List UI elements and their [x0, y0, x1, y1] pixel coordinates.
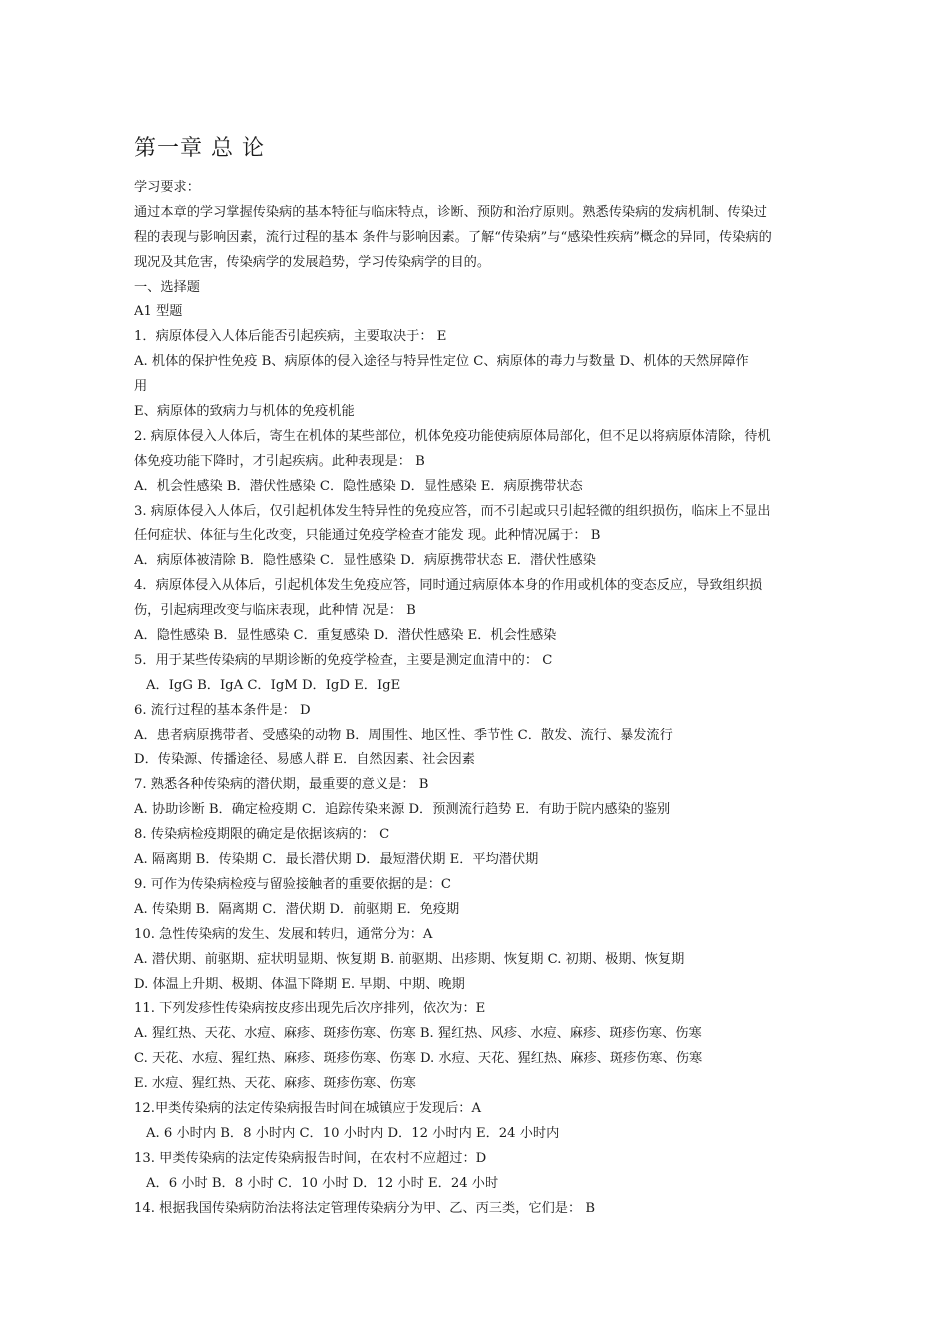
text-line: 10. 急性传染病的发生、发展和转归，通常分为：A [134, 926, 433, 942]
text-line: 7. 熟悉各种传染病的潜伏期，最重要的意义是： B [134, 777, 429, 793]
text-line: 5．用于某些传染病的早期诊断的免疫学检查，主要是测定血清中的： C [134, 652, 553, 668]
text-line: A. 机体的保护性免疫 B、病原体的侵入途径与特异性定位 C、病原体的毒力与数量 D、机体的天然屏障作 [134, 354, 749, 370]
text-line: 通过本章的学习掌握传染病的基本特征与临床特点，诊断、预防和治疗原则。熟悉传染病的发病机制、传染过 [134, 204, 767, 220]
text-line: A．隐性感染 B．显性感染 C．重复感染 D．潜伏性感染 E．机会性感染 [134, 628, 557, 644]
text-line: 现况及其危害，传染病学的发展趋势，学习传染病学的目的。 [134, 254, 491, 270]
text-line: A. 传染期 B．隔离期 C．潜伏期 D．前驱期 E．免疫期 [134, 901, 460, 917]
text-line: A．患者病原携带者、受感染的动物 B．周围性、地区性、季节性 C．散发、流行、暴发流行 [134, 727, 673, 743]
text-line: 程的表现与影响因素，流行过程的基本 条件与影响因素。了解“传染病”与“感染性疾病”概念的异同，传染病的 [134, 229, 772, 245]
text-line: D. 体温上升期、极期、体温下降期 E. 早期、中期、晚期 [134, 976, 465, 992]
text-line: 14. 根据我国传染病防治法将法定管理传染病分为甲、乙、丙三类，它们是： B [134, 1200, 596, 1216]
text-line: 1．病原体侵入人体后能否引起疾病，主要取决于： E [134, 329, 447, 345]
text-line: 4．病原体侵入从体后，引起机体发生免疫应答，同时通过病原体本身的作用或机体的变态反应，导致组织损 [134, 578, 763, 594]
text-line: 用 [134, 379, 148, 395]
text-line: 3. 病原体侵入人体后，仅引起机体发生特异性的免疫应答，而不引起或只引起轻微的组织损伤，临床上不显出 [134, 503, 771, 519]
text-line: 13. 甲类传染病的法定传染病报告时间，在农村不应超过：D [134, 1150, 487, 1166]
text-line: C. 天花、水痘、猩红热、麻疹、斑疹伤寒、伤寒 D. 水痘、天花、猩红热、麻疹、斑疹伤寒、伤寒 [134, 1051, 703, 1067]
text-line: A1 型题 [134, 304, 183, 320]
text-line: A. 隔离期 B．传染期 C．最长潜伏期 D．最短潜伏期 E．平均潜伏期 [134, 852, 539, 868]
text-line: A．病原体被清除 B．隐性感染 C．显性感染 D．病原携带状态 E．潜伏性感染 [134, 553, 596, 569]
text-line: A. 潜伏期、前驱期、症状明显期、恢复期 B. 前驱期、出疹期、恢复期 C. 初期、极期、恢复期 [134, 951, 685, 967]
text-line: A．机会性感染 B．潜伏性感染 C．隐性感染 D．显性感染 E．病原携带状态 [134, 478, 583, 494]
text-line: 11. 下列发疹性传染病按皮疹出现先后次序排列，依次为：E [134, 1001, 486, 1017]
text-line: A．6 小时 B．8 小时 C．10 小时 D．12 小时 E．24 小时 [146, 1175, 499, 1191]
text-line: A. 猩红热、天花、水痘、麻疹、斑疹伤寒、伤寒 B. 猩红热、风疹、水痘、麻疹、斑疹伤寒、伤寒 [134, 1026, 702, 1042]
text-line: E、病原体的致病力与机体的免疫机能 [134, 404, 355, 420]
text-line: 学习要求： [134, 180, 200, 195]
text-line: 9. 可作为传染病检疫与留验接触者的重要依据的是：C [134, 876, 451, 892]
text-line: 任何症状、体征与生化改变，只能通过免疫学检查才能发 现。此种情况属于： B [134, 528, 601, 544]
text-line: A．IgG B．IgA C．IgM D．IgD E．IgE [146, 677, 401, 693]
text-line: D．传染源、传播途径、易感人群 E．自然因素、社会因素 [134, 752, 475, 768]
text-line: 伤，引起病理改变与临床表现，此种情 况是： B [134, 603, 416, 619]
text-line: 一、选择题 [134, 279, 200, 295]
document-body [134, 176, 824, 1221]
text-line: 12.甲类传染病的法定传染病报告时间在城镇应于发现后：A [134, 1100, 481, 1116]
chapter-title: 第一章 总 论 [134, 136, 265, 161]
text-line: 体免疫功能下降时，才引起疾病。此种表现是： B [134, 453, 425, 469]
text-line: A. 6 小时内 B．8 小时内 C．10 小时内 D．12 小时内 E．24 小时内 [146, 1125, 560, 1141]
text-line: 6. 流行过程的基本条件是： D [134, 702, 311, 718]
text-line: 8. 传染病检疫期限的确定是依据该病的： C [134, 827, 390, 843]
text-line: 2. 病原体侵入人体后，寄生在机体的某些部位，机体免疫功能使病原体局部化，但不足以将病原体清除，待机 [134, 428, 771, 444]
text-line: A. 协助诊断 B．确定检疫期 C．追踪传染来源 D．预测流行趋势 E．有助于院内感染的鉴别 [134, 802, 671, 818]
text-line: E. 水痘、猩红热、天花、麻疹、斑疹伤寒、伤寒 [134, 1076, 416, 1092]
